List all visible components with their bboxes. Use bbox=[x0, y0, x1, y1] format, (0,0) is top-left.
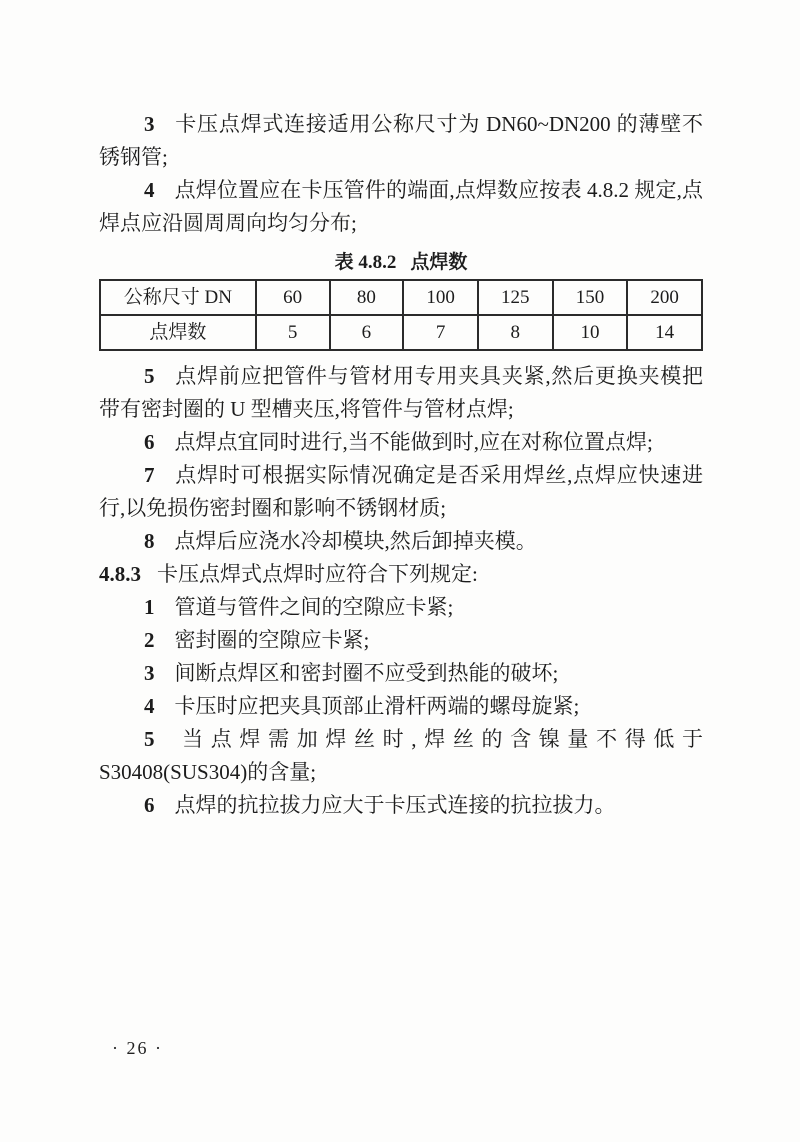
table-cell: 125 bbox=[478, 280, 553, 315]
table-cell: 8 bbox=[478, 315, 553, 350]
clause-text: 点焊时可根据实际情况确定是否采用焊丝,点焊应快速进行,以免损伤密封圈和影响不锈钢材质; bbox=[99, 463, 703, 520]
table-cell: 7 bbox=[403, 315, 478, 350]
table-cell: 6 bbox=[330, 315, 404, 350]
clause-paragraph bbox=[99, 360, 703, 426]
table-cell: 100 bbox=[403, 280, 478, 315]
item-number: 3 bbox=[144, 661, 155, 685]
item-text: 管道与管件之间的空隙应卡紧; bbox=[174, 595, 454, 619]
table-row bbox=[100, 280, 702, 315]
table-cell: 10 bbox=[553, 315, 628, 350]
item-number: 1 bbox=[144, 595, 155, 619]
table-cell: 80 bbox=[330, 280, 404, 315]
clause-number: 3 bbox=[144, 112, 155, 136]
list-item bbox=[99, 591, 703, 624]
clause-paragraph bbox=[99, 174, 703, 240]
clause-number: 8 bbox=[144, 529, 155, 553]
clause-text: 点焊位置应在卡压管件的端面,点焊数应按表 4.8.2 规定,点焊点应沿圆周周向均匀分布; bbox=[99, 178, 703, 235]
table-cell: 14 bbox=[627, 315, 702, 350]
clause-text: 点焊点宜同时进行,当不能做到时,应在对称位置点焊; bbox=[174, 430, 653, 454]
item-text: 点焊的抗拉拔力应大于卡压式连接的抗拉拔力。 bbox=[174, 793, 616, 817]
item-text: 间断点焊区和密封圈不应受到热能的破坏; bbox=[174, 661, 559, 685]
clause-number: 7 bbox=[144, 463, 155, 487]
table-row-label: 点焊数 bbox=[100, 315, 256, 350]
item-number: 5 bbox=[144, 727, 155, 751]
item-number: 4 bbox=[144, 694, 155, 718]
list-item bbox=[99, 723, 703, 789]
section-number: 4.8.3 bbox=[99, 562, 141, 586]
table-cell: 200 bbox=[627, 280, 702, 315]
section-heading bbox=[99, 558, 703, 591]
table-row-label: 公称尺寸 DN bbox=[100, 280, 256, 315]
list-item bbox=[99, 657, 703, 690]
clause-paragraph bbox=[99, 108, 703, 174]
clause-text: 卡压点焊式连接适用公称尺寸为 DN60~DN200 的薄壁不锈钢管; bbox=[99, 112, 703, 169]
list-item bbox=[99, 789, 703, 822]
clause-number: 4 bbox=[144, 178, 155, 202]
page-number: · 26 · bbox=[112, 1038, 163, 1058]
table-cell: 60 bbox=[256, 280, 330, 315]
list-item bbox=[99, 624, 703, 657]
spot-weld-count-table bbox=[99, 279, 703, 351]
clause-paragraph bbox=[99, 525, 703, 558]
document-body bbox=[99, 108, 703, 822]
section-title: 卡压点焊式点焊时应符合下列规定: bbox=[157, 562, 478, 586]
item-text: 密封圈的空隙应卡紧; bbox=[174, 628, 370, 652]
item-text: 当点焊需加焊丝时,焊丝的含镍量不得低于 S30408(SUS304)的含量; bbox=[99, 727, 703, 784]
item-number: 6 bbox=[144, 793, 155, 817]
clause-text: 点焊后应浇水冷却模块,然后卸掉夹模。 bbox=[174, 529, 537, 553]
table-row bbox=[100, 315, 702, 350]
clause-number: 5 bbox=[144, 364, 155, 388]
table-caption-label: 表 4.8.2 bbox=[334, 252, 397, 273]
table-caption bbox=[99, 250, 703, 276]
clause-text: 点焊前应把管件与管材用专用夹具夹紧,然后更换夹模把带有密封圈的 U 型槽夹压,将管件与管材点焊; bbox=[99, 364, 703, 421]
item-text: 卡压时应把夹具顶部止滑杆两端的螺母旋紧; bbox=[174, 694, 580, 718]
table-cell: 5 bbox=[256, 315, 330, 350]
clause-number: 6 bbox=[144, 430, 155, 454]
clause-paragraph bbox=[99, 426, 703, 459]
clause-paragraph bbox=[99, 459, 703, 525]
table-cell: 150 bbox=[553, 280, 628, 315]
item-number: 2 bbox=[144, 628, 155, 652]
list-item bbox=[99, 690, 703, 723]
table-caption-title: 点焊数 bbox=[410, 252, 468, 273]
